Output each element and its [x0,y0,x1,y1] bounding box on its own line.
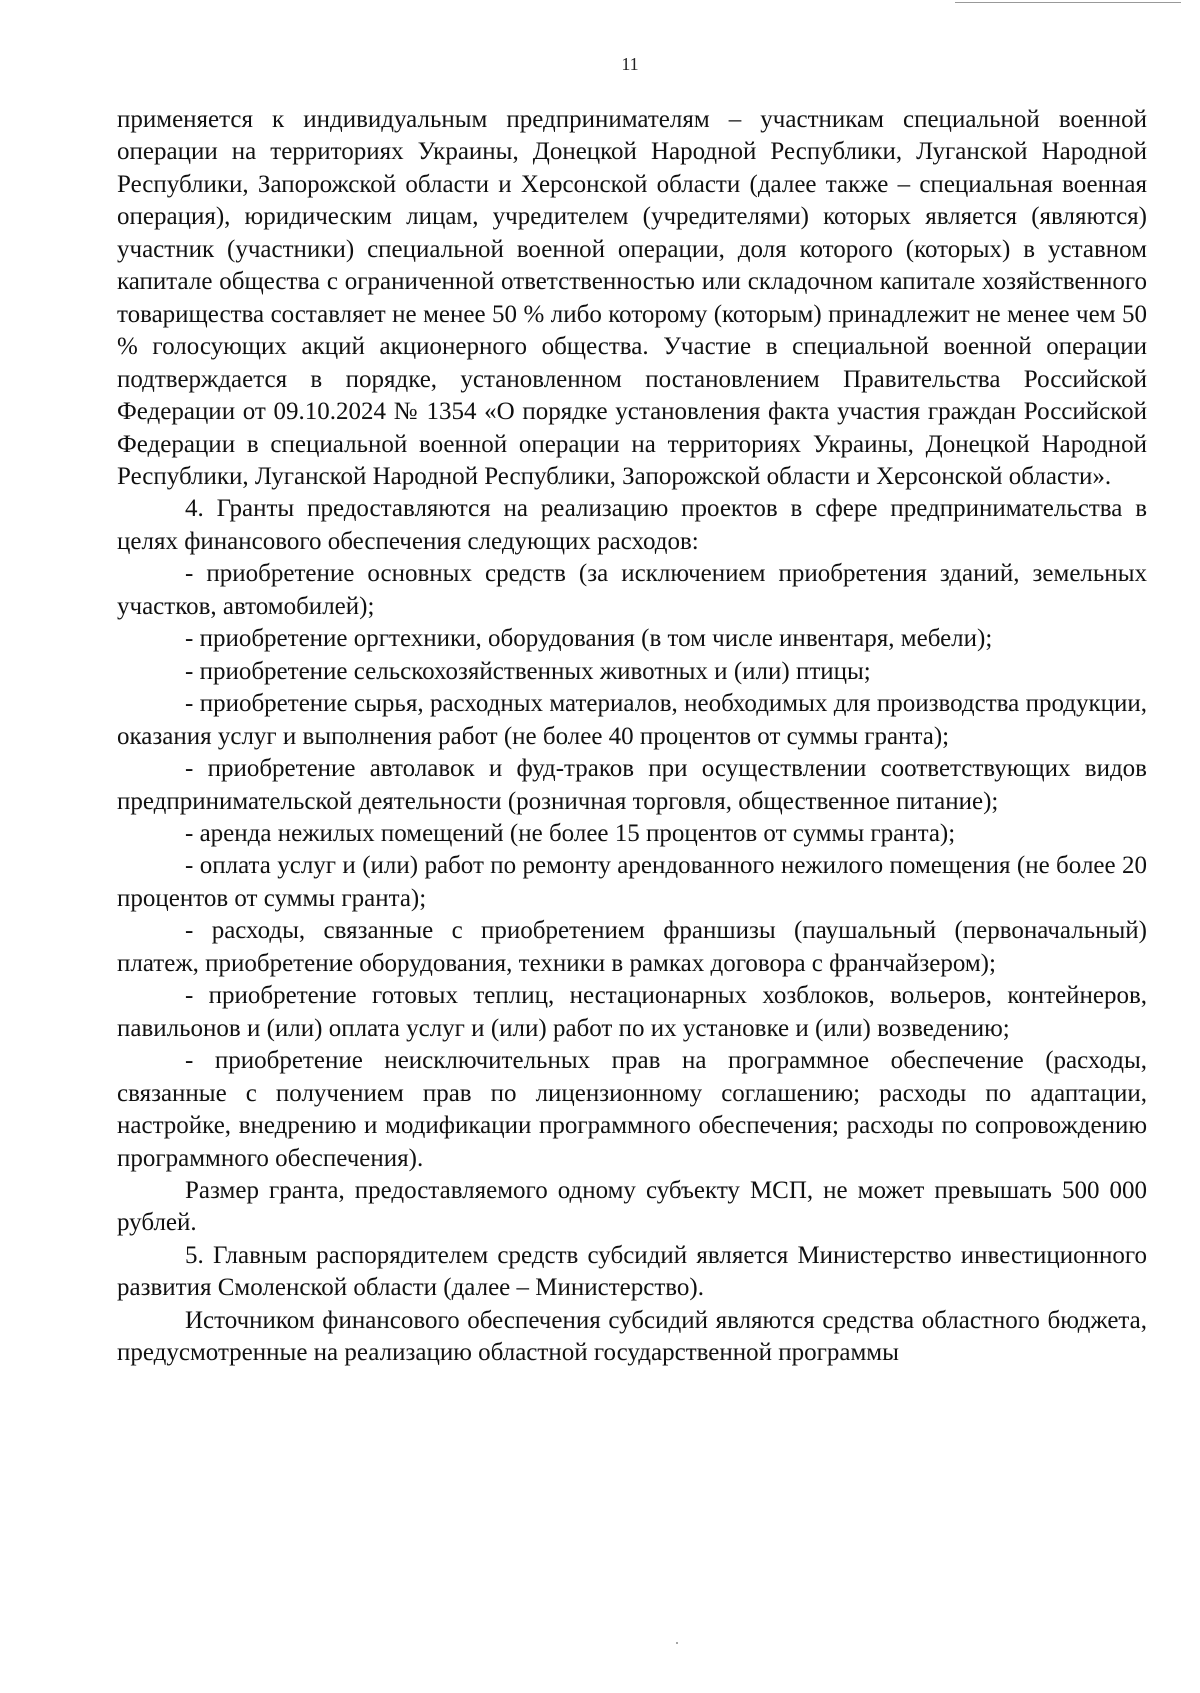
paragraph-item-4-grants: 4. Гранты предоставляются на реализацию проектов в сфере предпринимательства в целях финансового обеспечения следующих расходов: [117,495,1147,555]
paragraph-grant-amount: Размер гранта, предоставляемого одному субъекту МСП, не может превышать 500 000 рублей. [117,1176,1147,1237]
list-item-software: - приобретение неисключительных прав на программное обеспечение (расходы, связанные с получением прав по лицензионному соглашению; расходы по адаптации, настройке, внедрению и модификации программного обеспечения; расходы по сопровождению программного обеспечения). [117,1047,1147,1172]
list-item-greenhouses: - приобретение готовых теплиц, нестационарных хозблоков, вольеров, контейнеров, павильонов и (или) оплата услуг и (или) работ по их установке и (или) возведению; [117,982,1147,1042]
paragraph-continuation-svo-participants: применяется к индивидуальным предпринимателям – участникам специальной военной операции на территориях Украины, Донецкой Народной Республики, Луганской Народной Республики, Запорожской области и Херсонской области (далее также – специальная военная операция), юридическим лицам, учредителем (учредителями) которых является (являются) участник (участники) специальной военной операции, доля которого (которых) в уставном капитале общества с ограниченной ответственностью или складочном капитале хозяйственного товарищества составляет не менее 50 % либо которому (которым) принадлежит не менее чем 50 % голосующих акций акционерного общества. Участие в специальной военной операции подтверждается в порядке, установленном постановлением Правительства Российской Федерации от 09.10.2024 № 1354 «О порядке установления факта участия граждан Российской Федерации в специальной военной операции на территориях Украины, Донецкой Народной Республики, Луганской Народной Республики, Запорожской области и Херсонской области». [117,106,1147,490]
list-item-rent: - аренда нежилых помещений (не более 15 процентов от суммы гранта); [185,819,956,847]
list-item-livestock: - приобретение сельскохозяйственных животных и (или) птицы; [185,657,871,685]
list-item-franchise: - расходы, связанные с приобретением франшизы (паушальный (первоначальный) платеж, приобретение оборудования, техники в рамках договора с франчайзером); [117,917,1147,977]
list-item-office-equipment: - приобретение оргтехники, оборудования (в том числе инвентаря, мебели); [185,625,993,653]
top-edge-rule [955,2,1181,3]
list-item-fixed-assets: - приобретение основных средств (за исключением приобретения зданий, земельных участков, автомобилей); [117,560,1147,620]
list-item-repair: - оплата услуг и (или) работ по ремонту арендованного нежилого помещения (не более 20 процентов от суммы гранта); [117,852,1147,912]
paragraph-funding-source: Источником финансового обеспечения субсидий являются средства областного бюджета, предусмотренные на реализацию областной государственной программы [117,1306,1147,1367]
list-item-food-trucks: - приобретение автолавок и фуд-траков при осуществлении соответствующих видов предпринимательской деятельности (розничная торговля, общественное питание); [117,755,1147,815]
list-item-raw-materials: - приобретение сырья, расходных материалов, необходимых для производства продукции, оказания услуг и выполнения работ (не более 40 процентов от суммы гранта); [117,690,1147,750]
page-number: 11 [621,54,639,74]
scan-artifact-dot [676,1642,678,1644]
document-body [117,104,1147,1370]
paragraph-item-5-ministry: 5. Главным распорядителем средств субсидий является Министерство инвестиционного развития Смоленской области (далее – Министерство). [117,1241,1147,1302]
